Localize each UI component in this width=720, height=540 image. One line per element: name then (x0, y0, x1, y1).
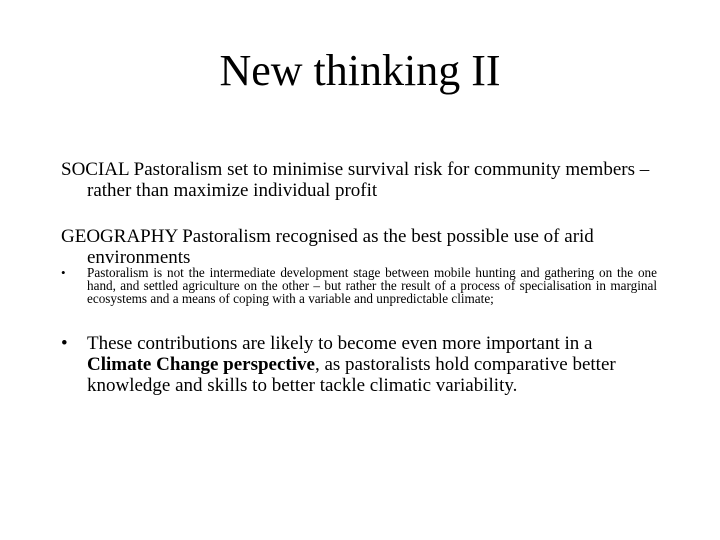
bullet-item-pastoralism (61, 266, 657, 306)
bullet-item-contributions (61, 333, 657, 396)
social-paragraph: SOCIAL Pastoralism set to minimise survival risk for community members – rather than maximize individual profit (61, 159, 650, 201)
bullet-marker: • (61, 333, 68, 354)
bullet-text-bold: Climate Change perspective (87, 354, 315, 375)
bullet-text-before: These contributions are likely to become even more important in a (87, 333, 593, 354)
bullet-text-after: , as pastoralists hold comparative better knowledge and skills to better tackle climatic variability. (87, 354, 616, 396)
bullet-marker: • (61, 265, 66, 280)
geography-paragraph: GEOGRAPHY Pastoralism recognised as the best possible use of arid environments (61, 226, 594, 268)
bullet-text: Pastoralism is not the intermediate development stage between mobile hunting and gathering on the one hand, and settled agriculture on the other – but rather the result of a process of specialisation in marginal ecosystems and a means of coping with a variable and unpredictable climate; (87, 265, 657, 307)
slide-title: New thinking II (219, 46, 501, 95)
bullet-text (87, 333, 657, 396)
